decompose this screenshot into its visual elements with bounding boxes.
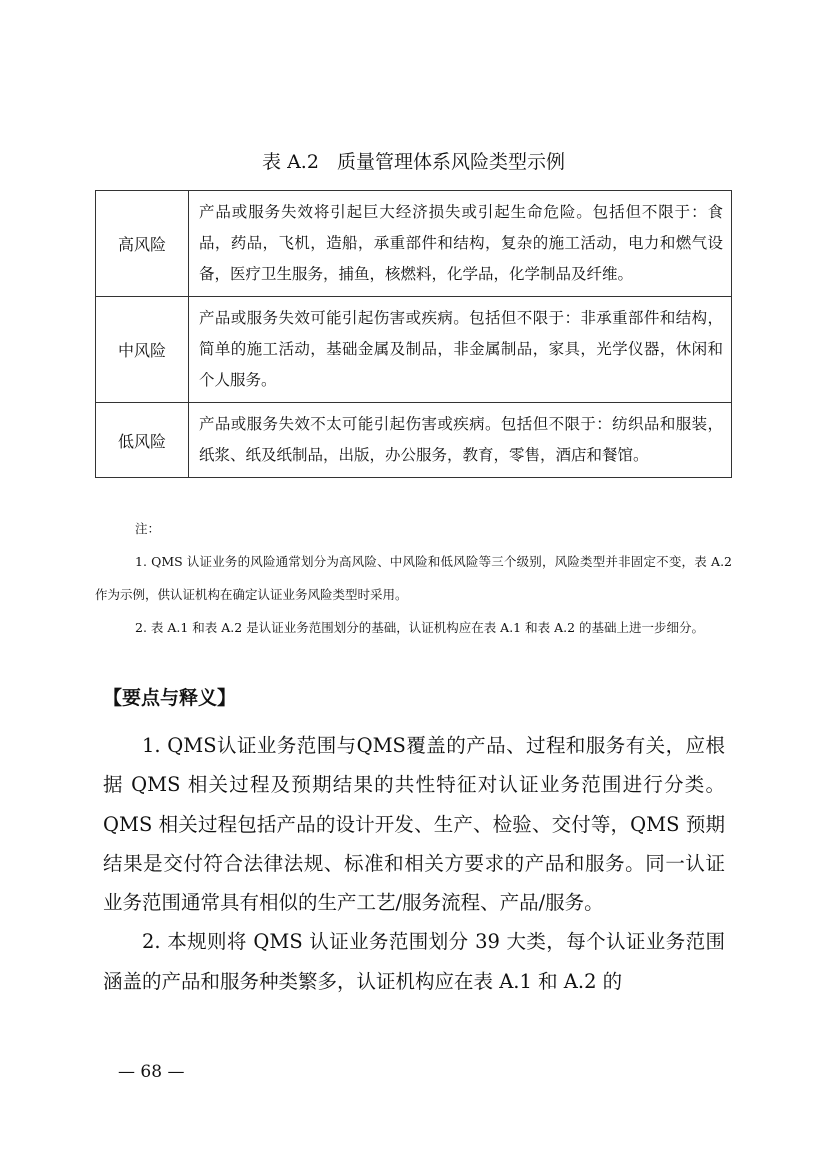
risk-level-cell: 高风险: [96, 191, 189, 297]
section-heading: 【要点与释义】: [103, 687, 237, 709]
note-item: 2. 表 A.1 和表 A.2 是认证业务范围划分的基础，认证机构应在表 A.1 和表 A.2 的基础上进一步细分。: [135, 620, 705, 635]
table-row: [96, 403, 732, 478]
risk-description-cell: 产品或服务失效不太可能引起伤害或疾病。包括但不限于：纺织品和服装，纸浆、纸及纸制品，出版，办公服务，教育，零售，酒店和餐馆。: [189, 403, 732, 478]
table-number: 表 A.2: [262, 151, 319, 173]
notes-heading: 注：: [135, 521, 161, 536]
note-item: 1. QMS 认证业务的风险通常划分为高风险、中风险和低风险等三个级别，风险类型并非固定不变，表 A.2 作为示例，供认证机构在确定认证业务风险类型时采用。: [95, 554, 732, 602]
body-paragraph: 2. 本规则将 QMS 认证业务范围划分 39 大类，每个认证业务范围涵盖的产品和服务种类繁多，认证机构应在表 A.1 和 A.2 的: [103, 930, 725, 993]
table-row: [96, 297, 732, 403]
table-notes: [95, 512, 732, 644]
table-row: [96, 191, 732, 297]
risk-description-cell: 产品或服务失效将引起巨大经济损失或引起生命危险。包括但不限于：食品，药品，飞机，造船，承重部件和结构，复杂的施工活动，电力和燃气设备，医疗卫生服务，捕鱼，核燃料，化学品，化学制品及纤维。: [189, 191, 732, 297]
risk-level-cell: 中风险: [96, 297, 189, 403]
risk-description-cell: 产品或服务失效可能引起伤害或疾病。包括但不限于：非承重部件和结构，简单的施工活动，基础金属及制品，非金属制品，家具，光学仪器，休闲和个人服务。: [189, 297, 732, 403]
section-body: [103, 726, 725, 1001]
body-paragraph: 1. QMS认证业务范围与QMS覆盖的产品、过程和服务有关，应根据 QMS 相关过程及预期结果的共性特征对认证业务范围进行分类。QMS 相关过程包括产品的设计开发、生产、检验、交付等，QMS 预期结果是交付符合法律法规、标准和相关方要求的产品和服务。同一认证业务范围通常具有相似的生产工艺/服务流程、产品/服务。: [103, 734, 725, 915]
page-number: — 68 —: [118, 1062, 185, 1082]
table-title: 质量管理体系风险类型示例: [336, 151, 565, 173]
table-caption: [0, 148, 827, 176]
risk-level-cell: 低风险: [96, 403, 189, 478]
risk-type-table: [95, 190, 732, 478]
